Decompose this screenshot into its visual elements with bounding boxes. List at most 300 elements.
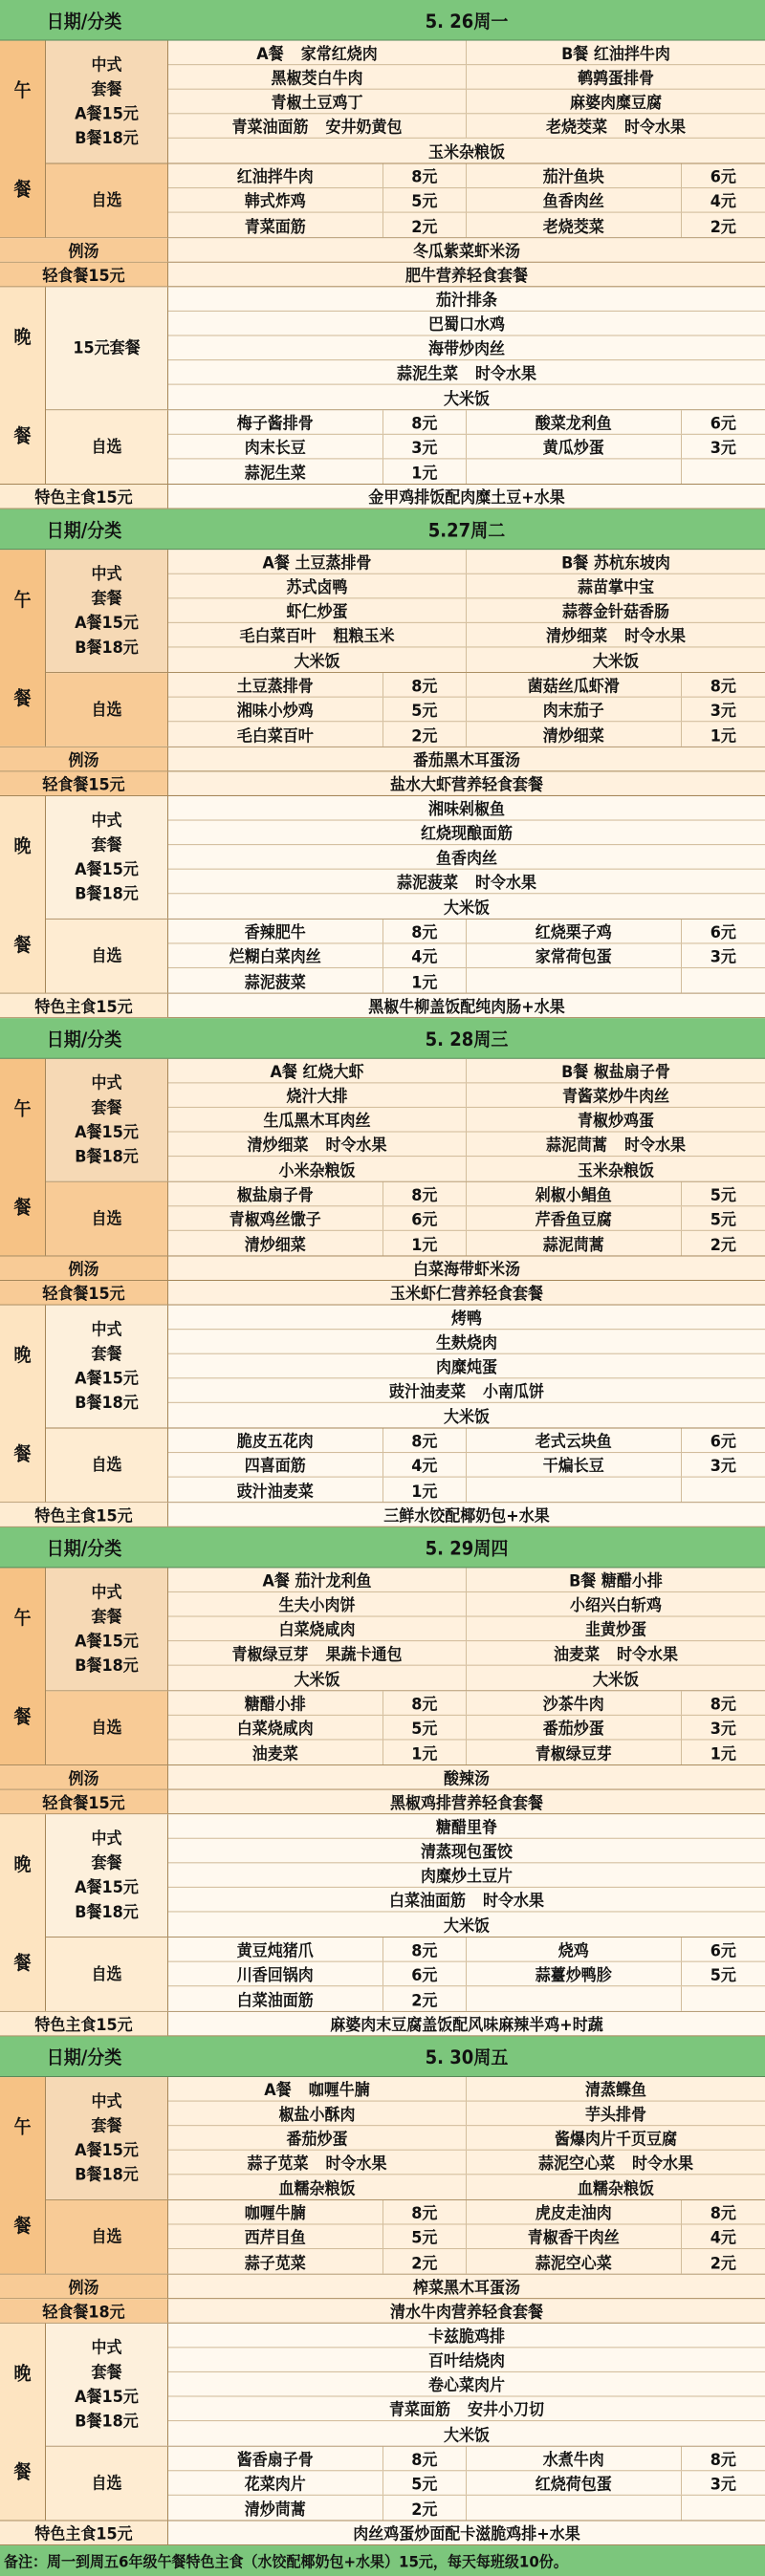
dish: 芹香鱼豆腐 — [467, 1206, 682, 1230]
dish-name: 青酱菜炒牛肉丝 — [561, 1086, 669, 1106]
dish: 豉汁油麦菜 — [168, 1478, 383, 1503]
dish — [168, 287, 765, 311]
meal-label — [0, 1059, 46, 1256]
dinner-self-row — [46, 2447, 765, 2521]
lunch-set-row — [46, 41, 765, 164]
dish — [168, 647, 467, 672]
dish — [467, 1083, 765, 1107]
set-line — [168, 1354, 765, 1379]
self-line — [168, 943, 765, 968]
dish — [168, 574, 467, 598]
price: 4元 — [710, 2227, 736, 2247]
dish-name: 大米饭 — [443, 1406, 490, 1426]
dish — [168, 1133, 467, 1157]
dish-name: 百叶结烧肉 — [427, 2350, 505, 2370]
dish — [168, 1059, 467, 1083]
set-body — [168, 1059, 765, 1181]
dish — [168, 2175, 467, 2199]
dish-name: B餐 椒盐扇子骨 — [561, 1062, 670, 1082]
meal-label — [0, 287, 46, 484]
section-label: 自选 — [46, 2200, 168, 2274]
dish-name: 糖醋里脊 — [435, 1817, 497, 1837]
dish-name: 苏式卤鸭 — [286, 576, 348, 597]
dish: 黄豆炖猪爪 — [168, 1937, 383, 1961]
dish-name: 芋头排骨 — [584, 2104, 646, 2125]
special-label: 特色主食15元 — [0, 2521, 168, 2544]
self-line — [168, 1740, 765, 1764]
dish-name: A餐 土豆蒸排骨 — [262, 552, 372, 573]
lunch-rows — [46, 550, 765, 747]
dish: 青椒绿豆芽 — [467, 1740, 682, 1764]
self-line — [168, 1453, 765, 1478]
dish — [467, 1157, 765, 1181]
light-meal-row — [0, 1790, 765, 1815]
price: 8元 — [710, 1694, 736, 1714]
price: 2元 — [383, 2496, 467, 2521]
light-meal-value: 盐水大虾营养轻食套餐 — [389, 774, 543, 794]
meal-char: 餐 — [13, 1443, 32, 1465]
dish-name: A餐 — [256, 43, 284, 64]
set-line — [168, 1108, 765, 1133]
special-label: 特色主食15元 — [0, 2012, 168, 2036]
price: 2元 — [710, 216, 736, 236]
dish-name: 青椒土豆鸡丁 — [271, 92, 363, 113]
dish: 青椒鸡丝馓子 — [168, 1206, 383, 1230]
price: 6元 — [710, 413, 736, 433]
day-date: 5. 29周四 — [425, 1538, 509, 1560]
dish-name: 家常红烧肉 — [300, 43, 378, 64]
dish-name: 茄汁排条 — [435, 290, 497, 310]
dish — [168, 1306, 765, 1330]
dinner-rows — [46, 796, 765, 993]
lunch-set-row — [46, 1059, 765, 1182]
price: 1元 — [383, 968, 467, 993]
set-line — [168, 1641, 765, 1666]
meal-label — [0, 1306, 46, 1503]
date-category-label: 日期/分类 — [46, 519, 122, 542]
meal-label — [0, 796, 46, 993]
dish-name: 湘味剁椒鱼 — [427, 799, 505, 819]
meal-char: 午 — [13, 1608, 32, 1630]
dish-name: 清炒细菜 — [247, 1135, 309, 1155]
set-line — [168, 2421, 765, 2446]
set-line — [168, 2175, 765, 2199]
self-line — [168, 698, 765, 723]
lunch-rows — [46, 41, 765, 238]
dish-name: 粗粮玉米 — [333, 626, 395, 646]
dish — [168, 870, 765, 894]
dish: 清炒细菜 — [168, 1231, 383, 1256]
day-header — [0, 0, 765, 41]
lunch-block — [0, 41, 765, 239]
dish-name: 油麦菜 — [553, 1644, 600, 1664]
dish-name: 蒜泥菠菜 — [396, 872, 458, 893]
set-line — [168, 647, 765, 672]
dish-name: 麻婆肉糜豆腐 — [569, 92, 662, 113]
label-line: 套餐 — [91, 1606, 122, 1627]
price: 1元 — [383, 459, 467, 484]
dish — [168, 1617, 467, 1641]
special-value: 麻婆肉末豆腐盖饭配风味麻辣半鸡+时蔬 — [330, 2015, 603, 2035]
dish — [168, 336, 765, 360]
set-line — [168, 2348, 765, 2372]
dish-name: 韭黄炒蛋 — [584, 1619, 646, 1640]
self-line — [168, 213, 765, 238]
price: 8元 — [383, 673, 467, 697]
dish — [168, 385, 765, 410]
dish-name: 蒜泥空心菜 — [537, 2153, 615, 2174]
price: 3元 — [710, 1719, 736, 1739]
footnote: 备注：周一到周五6年级午餐特色主食（水饺配椰奶包+水果）15元，每天每班级10份。 — [0, 2545, 765, 2576]
price: 6元 — [710, 922, 736, 942]
dish-name: A餐 — [264, 2080, 292, 2100]
lunch-set-row — [46, 1568, 765, 1691]
self-body — [168, 673, 765, 747]
price: 8元 — [383, 1691, 467, 1715]
dish: 脆皮五花肉 — [168, 1429, 383, 1453]
light-meal-row — [0, 2299, 765, 2324]
dish — [168, 139, 765, 163]
label-line: A餐15元 — [75, 1121, 139, 1142]
special-value: 肉丝鸡蛋炒面配卡滋脆鸡排+水果 — [353, 2523, 580, 2544]
label-line: 套餐 — [91, 1344, 122, 1364]
meal-label — [0, 1814, 46, 2011]
section-label: 自选 — [46, 673, 168, 747]
price — [682, 1478, 765, 1503]
set-line — [168, 2102, 765, 2127]
label-line: 中式 — [91, 2090, 122, 2111]
dish-name: 时令水果 — [483, 1891, 545, 1911]
dish-name: 咖喱牛腩 — [308, 2080, 370, 2100]
section-label — [46, 41, 168, 163]
price: 8元 — [710, 2449, 736, 2470]
dish-name: 清蒸现包蛋饺 — [420, 1841, 513, 1862]
price: 8元 — [710, 676, 736, 696]
section-label: 自选 — [46, 410, 168, 484]
special-label: 特色主食15元 — [0, 994, 168, 1018]
price: 1元 — [383, 1740, 467, 1764]
meal-label — [0, 2077, 46, 2274]
set-line — [168, 41, 765, 66]
section-label — [46, 1306, 168, 1428]
set-line — [168, 139, 765, 163]
day-header — [0, 509, 765, 551]
price: 8元 — [383, 410, 467, 434]
set-line — [168, 1863, 765, 1888]
set-body — [168, 287, 765, 409]
price: 8元 — [383, 2200, 467, 2224]
price: 5元 — [710, 1184, 736, 1205]
self-body — [168, 1429, 765, 1503]
price: 8元 — [710, 2203, 736, 2223]
price: 8元 — [383, 1182, 467, 1206]
self-line — [168, 1429, 765, 1454]
dinner-rows — [46, 2324, 765, 2521]
dish-name: 大米饭 — [294, 1669, 340, 1689]
dish-name: 安井小刀切 — [468, 2399, 545, 2419]
section-label — [46, 796, 168, 919]
light-meal-row — [0, 263, 765, 288]
self-line — [168, 188, 765, 213]
special-row — [0, 485, 765, 509]
self-line — [168, 1937, 765, 1962]
dish: 咖喱牛腩 — [168, 2200, 383, 2224]
label-line: 套餐 — [91, 1852, 122, 1872]
label-line: B餐18元 — [75, 637, 139, 658]
dish: 西芹目鱼 — [168, 2225, 383, 2249]
dish — [168, 894, 765, 919]
dish: 黄瓜炒蛋 — [467, 435, 682, 459]
lunch-set-row — [46, 2077, 765, 2200]
set-line — [168, 1888, 765, 1913]
set-line — [168, 2151, 765, 2176]
set-body — [168, 41, 765, 163]
dish: 蒜泥生菜 — [168, 459, 383, 484]
dish-name: 大米饭 — [443, 2424, 490, 2445]
special-row — [0, 2012, 765, 2037]
label-line: B餐18元 — [75, 1656, 139, 1676]
set-line — [168, 65, 765, 90]
dish: 酸菜龙利鱼 — [467, 410, 682, 434]
dish-name: 青椒炒鸡蛋 — [577, 1111, 654, 1131]
dish-name: 肉糜炒土豆片 — [420, 1866, 513, 1886]
set-line — [168, 1839, 765, 1864]
dinner-block — [0, 287, 765, 485]
special-label: 特色主食15元 — [0, 1503, 168, 1526]
day-header — [0, 1018, 765, 1059]
set-body — [168, 796, 765, 919]
soup-row — [0, 747, 765, 772]
price: 3元 — [710, 1456, 736, 1476]
dish: 蒜子苋菜 — [168, 2249, 383, 2274]
dish — [168, 1888, 765, 1912]
dish: 蒜薹炒鸭胗 — [467, 1962, 682, 1986]
dish: 老式云块鱼 — [467, 1429, 682, 1453]
meal-char: 餐 — [13, 1952, 32, 1975]
dish-name: 老烧茭菜 — [545, 117, 607, 137]
section-label — [46, 2077, 168, 2199]
dish — [168, 360, 765, 384]
self-line — [168, 2225, 765, 2250]
self-body — [168, 2447, 765, 2521]
dish-name: 果蔬卡通包 — [325, 1644, 403, 1664]
dish — [168, 1568, 467, 1591]
soup-label: 例汤 — [0, 747, 168, 771]
soup-value: 冬瓜紫菜虾米汤 — [412, 241, 520, 261]
dish-name: 玉米杂粮饭 — [427, 141, 505, 162]
light-meal-value: 黑椒鸡排营养轻食套餐 — [389, 1792, 543, 1813]
set-line — [168, 2126, 765, 2151]
label-line: A餐15元 — [75, 2140, 139, 2160]
dish-name: 时令水果 — [624, 626, 687, 646]
dish: 菌菇丝瓜虾滑 — [467, 673, 682, 697]
price: 5元 — [383, 188, 467, 212]
label-line: A餐15元 — [75, 1631, 139, 1651]
lunch-block — [0, 550, 765, 747]
self-line — [168, 968, 765, 993]
price — [682, 459, 765, 484]
label-line: 套餐 — [91, 79, 122, 99]
self-line — [168, 2471, 765, 2496]
set-body — [168, 1306, 765, 1428]
dish-name: 生麸烧肉 — [435, 1332, 497, 1353]
section-label: 自选 — [46, 164, 168, 238]
dish — [467, 2077, 765, 2101]
dish — [168, 1330, 765, 1353]
dish — [467, 1108, 765, 1132]
dish-name: 海带炒肉丝 — [427, 338, 505, 358]
dish — [168, 1839, 765, 1863]
dish-name: 白菜烧咸肉 — [278, 1619, 356, 1640]
lunch-set-row — [46, 550, 765, 673]
label-line: 套餐 — [91, 2115, 122, 2135]
dish-name: 卷心菜肉片 — [427, 2375, 505, 2395]
set-line — [168, 845, 765, 870]
dish: 蒜泥空心菜 — [467, 2249, 682, 2274]
meal-char: 午 — [13, 590, 32, 612]
dish-name: 烧汁大排 — [286, 1086, 348, 1106]
dinner-block — [0, 2324, 765, 2522]
lunch-self-row — [46, 1182, 765, 1256]
dish — [168, 845, 765, 869]
label-line: 套餐 — [91, 834, 122, 855]
label-line: 套餐 — [91, 588, 122, 608]
label-line: 中式 — [91, 2337, 122, 2357]
dish-name: 白菜油面筋 — [388, 1891, 466, 1911]
section-label — [46, 1814, 168, 1937]
dish — [467, 1568, 765, 1591]
date-category-label: 日期/分类 — [46, 1028, 122, 1050]
soup-label: 例汤 — [0, 238, 168, 262]
section-label: 自选 — [46, 920, 168, 993]
dish-name: 毛白菜百叶 — [239, 626, 317, 646]
dinner-set-row — [46, 796, 765, 920]
set-line — [168, 870, 765, 895]
price: 8元 — [383, 1937, 467, 1961]
light-meal-label: 轻食餐15元 — [0, 1281, 168, 1305]
set-line — [168, 2372, 765, 2397]
price: 2元 — [383, 213, 467, 238]
dish-name: 时令水果 — [325, 1135, 387, 1155]
set-line — [168, 1666, 765, 1691]
set-line — [168, 1592, 765, 1617]
dish-name: 大米饭 — [443, 1916, 490, 1936]
price: 5元 — [710, 1964, 736, 1985]
light-meal-label: 轻食餐15元 — [0, 1790, 168, 1814]
dish — [168, 2324, 765, 2348]
price: 4元 — [383, 1453, 467, 1477]
dish — [168, 1157, 467, 1181]
dish: 椒盐扇子骨 — [168, 1182, 383, 1206]
set-line — [168, 1403, 765, 1428]
dish-name: 血糯杂粮饭 — [278, 2178, 356, 2198]
dish — [467, 550, 765, 574]
set-line — [168, 2324, 765, 2349]
section-label: 自选 — [46, 1937, 168, 2011]
meal-char: 晚 — [13, 835, 32, 858]
soup-row — [0, 2275, 765, 2300]
dish — [467, 1641, 765, 1665]
meal-char: 午 — [13, 2116, 32, 2139]
set-line — [168, 287, 765, 312]
self-line — [168, 2496, 765, 2521]
dish-name: 青椒绿豆芽 — [231, 1644, 309, 1664]
dish — [467, 2496, 682, 2521]
self-line — [168, 164, 765, 189]
label-line: A餐15元 — [75, 1368, 139, 1388]
dish-name: 烤鸭 — [450, 1308, 482, 1329]
dish-name: 蒜子苋菜 — [247, 2153, 309, 2174]
price: 8元 — [383, 1429, 467, 1453]
dish-name: 时令水果 — [475, 363, 537, 383]
dish-name: 时令水果 — [617, 1644, 679, 1664]
meal-char: 餐 — [13, 179, 32, 201]
dish-name: 番茄炒蛋 — [286, 2129, 348, 2149]
set-line — [168, 360, 765, 385]
self-line — [168, 1182, 765, 1207]
dish — [168, 2397, 765, 2421]
dish-name: 鱼香肉丝 — [435, 848, 497, 868]
meal-label — [0, 1568, 46, 1764]
meal-label — [0, 41, 46, 238]
dish — [168, 114, 467, 138]
soup-value: 榨菜黑木耳蛋汤 — [412, 2277, 520, 2298]
price: 6元 — [383, 1206, 467, 1230]
dish-name: 小米杂粮饭 — [278, 1159, 356, 1180]
section-label: 自选 — [46, 1691, 168, 1764]
section-label — [46, 1059, 168, 1181]
dinner-self-row — [46, 410, 765, 484]
label-line: A餐15元 — [75, 1877, 139, 1897]
dish: 酱香扇子骨 — [168, 2447, 383, 2471]
meal-char: 晚 — [13, 2363, 32, 2386]
date-category-label: 日期/分类 — [46, 2046, 122, 2068]
meal-label — [0, 2324, 46, 2521]
label-line: B餐18元 — [75, 883, 139, 903]
section-label: 自选 — [46, 1429, 168, 1503]
dish — [467, 65, 765, 89]
special-value: 黑椒牛柳盖饭配纯肉肠+水果 — [368, 996, 565, 1017]
dinner-self-row — [46, 1429, 765, 1503]
dish — [467, 574, 765, 598]
dish: 糖醋小排 — [168, 1691, 383, 1715]
dinner-block — [0, 796, 765, 994]
label-line: A餐15元 — [75, 859, 139, 879]
set-body — [168, 1568, 765, 1690]
label-line: 中式 — [91, 1319, 122, 1339]
soup-row — [0, 238, 765, 263]
self-line — [168, 1478, 765, 1503]
self-line — [168, 1691, 765, 1716]
section-label: 自选 — [46, 1182, 168, 1256]
light-meal-row — [0, 771, 765, 796]
dish-name: 蒜泥生菜 — [396, 363, 458, 383]
lunch-block — [0, 1568, 765, 1765]
dinner-block — [0, 1306, 765, 1504]
dish: 干煸长豆 — [467, 1453, 682, 1477]
dish: 青菜面筋 — [168, 213, 383, 238]
dish: 水煮牛肉 — [467, 2447, 682, 2471]
price: 3元 — [383, 435, 467, 459]
soup-label: 例汤 — [0, 1765, 168, 1789]
dish: 湘味小炒鸡 — [168, 698, 383, 722]
dish: 红烧栗子鸡 — [467, 920, 682, 943]
dish — [467, 647, 765, 672]
dish-name: 时令水果 — [325, 2153, 387, 2174]
dish-name: 时令水果 — [475, 872, 537, 893]
price: 3元 — [710, 2474, 736, 2494]
special-row — [0, 2521, 765, 2545]
